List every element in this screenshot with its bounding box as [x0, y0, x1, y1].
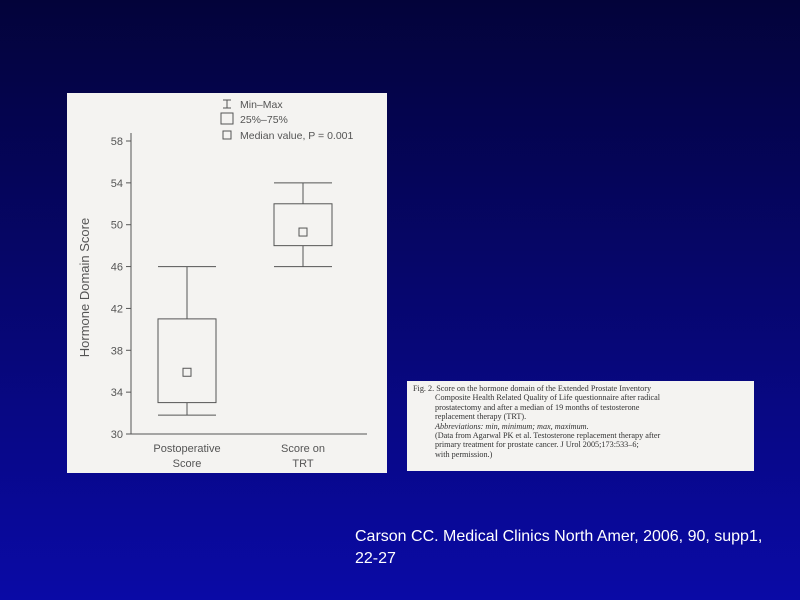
legend-label: Min–Max [240, 99, 283, 111]
y-tick-label: 42 [110, 303, 123, 316]
y-tick-label: 30 [110, 429, 123, 441]
legend-median-symbol [223, 131, 231, 139]
y-tick-label: 50 [110, 219, 123, 232]
box-plot-chart [67, 93, 387, 473]
caption-line: Composite Health Related Quality of Life questionnaire after radical [435, 393, 661, 403]
median-marker [299, 228, 307, 236]
caption-line: Abbreviations: min, minimum; max, maximum. [435, 421, 589, 431]
y-tick-label: 34 [110, 387, 123, 400]
legend-label: 25%–75% [240, 114, 288, 126]
x-category-label: TRT [292, 458, 314, 470]
y-tick-label: 58 [110, 136, 123, 148]
y-tick-label: 46 [110, 261, 123, 274]
y-axis-label: Hormone Domain Score [77, 217, 92, 358]
caption-line: primary treatment for prostate cancer. J Urol 2005;173:533–6; [435, 440, 639, 450]
iqr-box [158, 319, 216, 403]
x-category-label: Postoperative [153, 443, 221, 455]
caption-line: (Data from Agarwal PK et al. Testosterone replacement therapy after [435, 431, 661, 441]
caption-line: prostatectomy and after a median of 19 months of testosterone [435, 402, 640, 412]
y-tick-label: 54 [110, 177, 123, 190]
figure-caption [407, 381, 754, 471]
citation-text: Carson CC. Medical Clinics North Amer, 2006, 90, supp1, 22-27 [355, 528, 763, 567]
caption-line: with permission.) [435, 449, 493, 459]
median-marker [183, 368, 191, 376]
caption-line: Fig. 2. Score on the hormone domain of the Extended Prostate Inventory [413, 384, 652, 393]
chart-panel [67, 93, 387, 473]
legend-label: Median value, P = 0.001 [240, 130, 354, 142]
x-category-label: Score [172, 458, 202, 470]
legend-box-symbol [221, 113, 233, 124]
x-category-label: Score on [280, 443, 326, 455]
iqr-box [274, 204, 332, 246]
y-tick-label: 38 [110, 345, 123, 358]
caption-line: replacement therapy (TRT). [435, 412, 527, 422]
